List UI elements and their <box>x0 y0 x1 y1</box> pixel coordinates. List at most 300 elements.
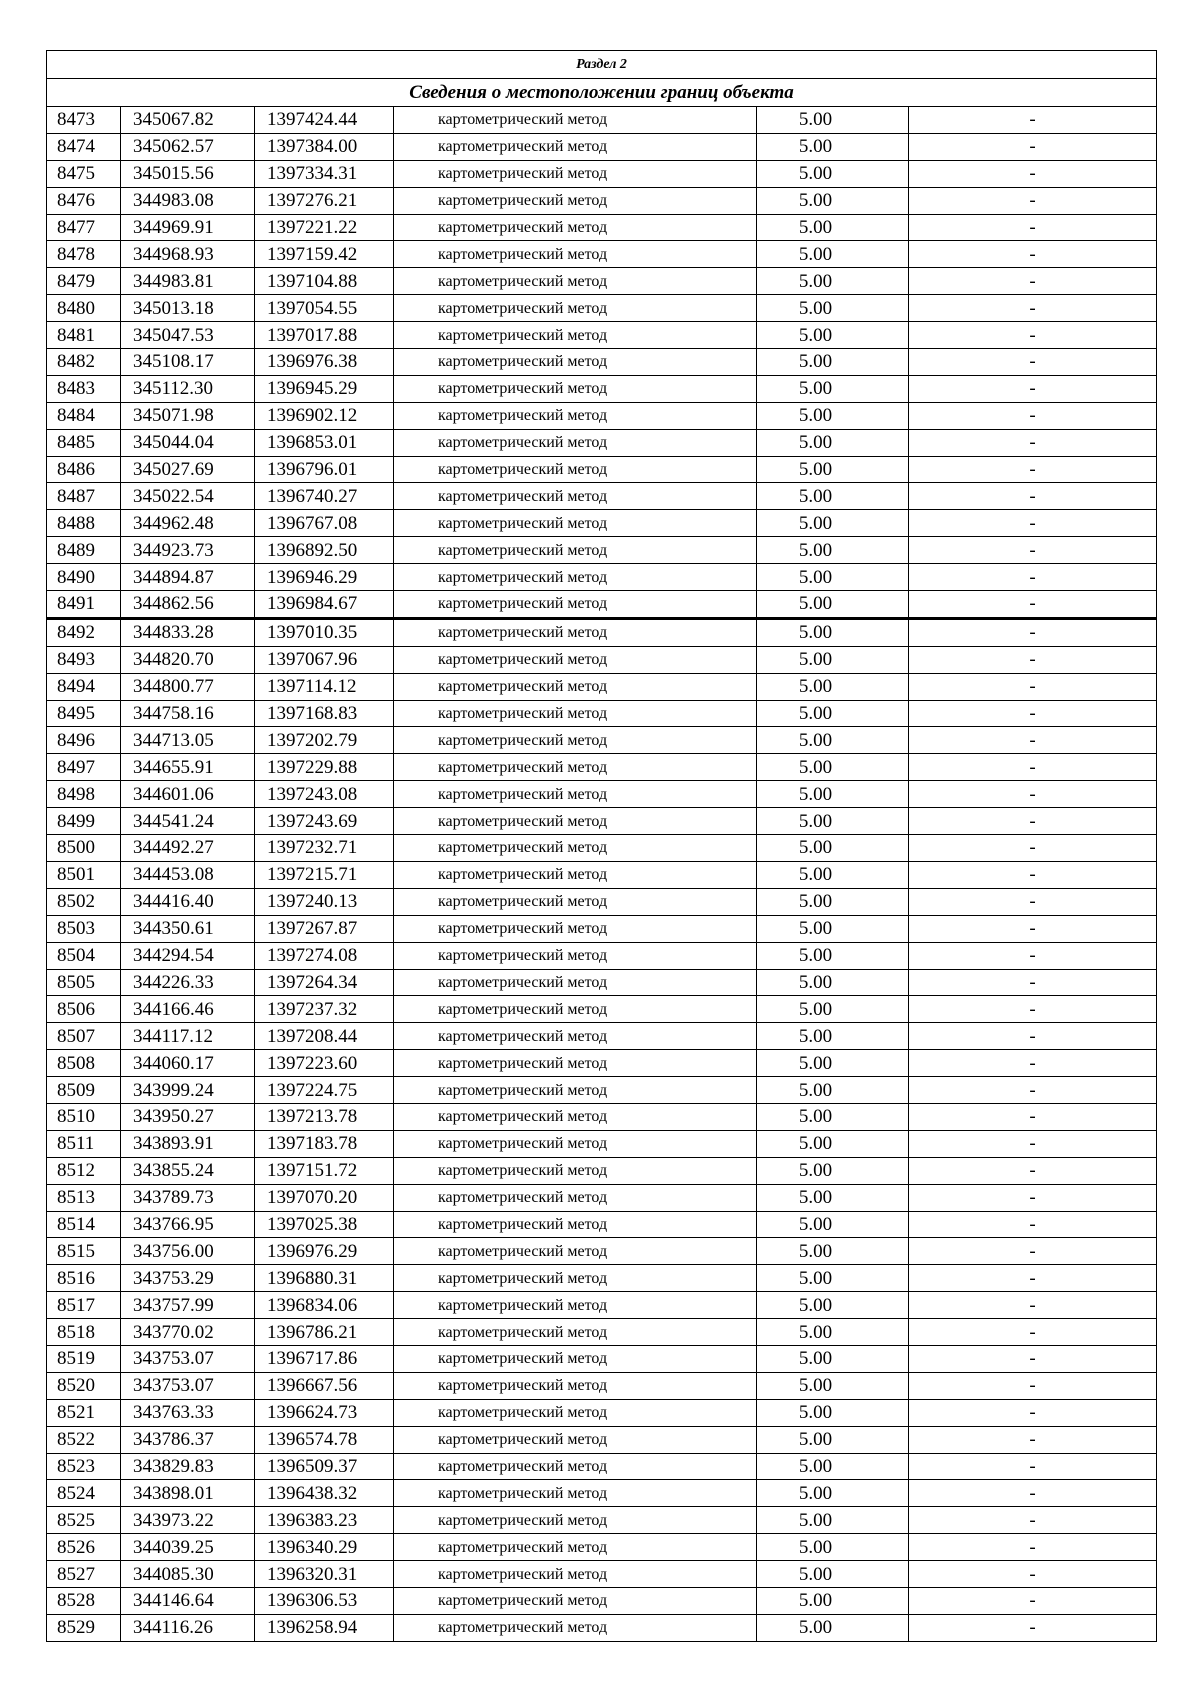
accuracy-cell: 5.00 <box>757 754 909 781</box>
table-row <box>47 1534 1157 1561</box>
note-cell: - <box>909 1372 1157 1399</box>
point-number: 8528 <box>47 1587 121 1614</box>
coord-x: 344983.81 <box>121 268 255 295</box>
method-cell: картометрический метод <box>394 1534 757 1561</box>
table-row <box>47 1103 1157 1130</box>
coord-y: 1396853.01 <box>255 429 394 456</box>
note-cell: - <box>909 915 1157 942</box>
table-row <box>47 349 1157 376</box>
point-number: 8479 <box>47 268 121 295</box>
method-cell: картометрический метод <box>394 510 757 537</box>
method-cell: картометрический метод <box>394 1587 757 1614</box>
accuracy-cell: 5.00 <box>757 861 909 888</box>
coord-y: 1396717.86 <box>255 1345 394 1372</box>
coord-y: 1397159.42 <box>255 241 394 268</box>
coord-x: 344416.40 <box>121 888 255 915</box>
coord-x: 345112.30 <box>121 375 255 402</box>
note-cell: - <box>909 510 1157 537</box>
method-cell: картометрический метод <box>394 1319 757 1346</box>
point-number: 8498 <box>47 781 121 808</box>
point-number: 8522 <box>47 1426 121 1453</box>
coord-x: 343770.02 <box>121 1319 255 1346</box>
note-cell: - <box>909 591 1157 619</box>
coord-y: 1397276.21 <box>255 187 394 214</box>
coord-y: 1396976.29 <box>255 1238 394 1265</box>
point-number: 8507 <box>47 1023 121 1050</box>
note-cell: - <box>909 133 1157 160</box>
table-row <box>47 1157 1157 1184</box>
note-cell: - <box>909 1211 1157 1238</box>
accuracy-cell: 5.00 <box>757 241 909 268</box>
accuracy-cell: 5.00 <box>757 187 909 214</box>
table-row <box>47 214 1157 241</box>
note-cell: - <box>909 1507 1157 1534</box>
point-number: 8476 <box>47 187 121 214</box>
point-number: 8497 <box>47 754 121 781</box>
note-cell: - <box>909 1050 1157 1077</box>
coord-y: 1397274.08 <box>255 942 394 969</box>
table-row <box>47 915 1157 942</box>
note-cell: - <box>909 969 1157 996</box>
coord-x: 344983.08 <box>121 187 255 214</box>
point-number: 8499 <box>47 808 121 835</box>
accuracy-cell: 5.00 <box>757 808 909 835</box>
coord-x: 345108.17 <box>121 349 255 376</box>
table-row <box>47 268 1157 295</box>
note-cell: - <box>909 187 1157 214</box>
accuracy-cell: 5.00 <box>757 618 909 646</box>
note-cell: - <box>909 1480 1157 1507</box>
note-cell: - <box>909 483 1157 510</box>
method-cell: картометрический метод <box>394 969 757 996</box>
table-row <box>47 241 1157 268</box>
table-row <box>47 456 1157 483</box>
coord-x: 344968.93 <box>121 241 255 268</box>
coord-y: 1397213.78 <box>255 1103 394 1130</box>
accuracy-cell: 5.00 <box>757 1561 909 1588</box>
coord-y: 1396667.56 <box>255 1372 394 1399</box>
point-number: 8511 <box>47 1130 121 1157</box>
point-number: 8512 <box>47 1157 121 1184</box>
table-title-row <box>47 79 1157 107</box>
method-cell: картометрический метод <box>394 429 757 456</box>
coord-x: 344166.46 <box>121 996 255 1023</box>
table-row <box>47 781 1157 808</box>
coord-x: 343898.01 <box>121 1480 255 1507</box>
table-row <box>47 1480 1157 1507</box>
note-cell: - <box>909 1157 1157 1184</box>
note-cell: - <box>909 1587 1157 1614</box>
method-cell: картометрический метод <box>394 187 757 214</box>
coord-y: 1397070.20 <box>255 1184 394 1211</box>
coord-x: 344226.33 <box>121 969 255 996</box>
accuracy-cell: 5.00 <box>757 781 909 808</box>
method-cell: картометрический метод <box>394 268 757 295</box>
coord-y: 1397223.60 <box>255 1050 394 1077</box>
accuracy-cell: 5.00 <box>757 1507 909 1534</box>
table-row <box>47 1184 1157 1211</box>
table-row <box>47 1077 1157 1104</box>
note-cell: - <box>909 160 1157 187</box>
point-number: 8520 <box>47 1372 121 1399</box>
accuracy-cell: 5.00 <box>757 349 909 376</box>
coord-y: 1396984.67 <box>255 591 394 619</box>
accuracy-cell: 5.00 <box>757 322 909 349</box>
accuracy-cell: 5.00 <box>757 942 909 969</box>
point-number: 8473 <box>47 107 121 134</box>
point-number: 8519 <box>47 1345 121 1372</box>
point-number: 8496 <box>47 727 121 754</box>
accuracy-cell: 5.00 <box>757 1614 909 1641</box>
method-cell: картометрический метод <box>394 1372 757 1399</box>
point-number: 8506 <box>47 996 121 1023</box>
coord-y: 1397025.38 <box>255 1211 394 1238</box>
coord-x: 343753.29 <box>121 1265 255 1292</box>
accuracy-cell: 5.00 <box>757 835 909 862</box>
accuracy-cell: 5.00 <box>757 1587 909 1614</box>
method-cell: картометрический метод <box>394 133 757 160</box>
point-number: 8515 <box>47 1238 121 1265</box>
coord-y: 1397017.88 <box>255 322 394 349</box>
note-cell: - <box>909 1077 1157 1104</box>
table-row <box>47 996 1157 1023</box>
coord-x: 344713.05 <box>121 727 255 754</box>
note-cell: - <box>909 673 1157 700</box>
method-cell: картометрический метод <box>394 322 757 349</box>
accuracy-cell: 5.00 <box>757 375 909 402</box>
coord-y: 1396438.32 <box>255 1480 394 1507</box>
note-cell: - <box>909 1614 1157 1641</box>
method-cell: картометрический метод <box>394 1292 757 1319</box>
coord-x: 343786.37 <box>121 1426 255 1453</box>
point-number: 8510 <box>47 1103 121 1130</box>
point-number: 8493 <box>47 646 121 673</box>
point-number: 8475 <box>47 160 121 187</box>
coord-x: 344117.12 <box>121 1023 255 1050</box>
coord-x: 344833.28 <box>121 618 255 646</box>
method-cell: картометрический метод <box>394 295 757 322</box>
accuracy-cell: 5.00 <box>757 564 909 591</box>
accuracy-cell: 5.00 <box>757 591 909 619</box>
coord-y: 1397243.08 <box>255 781 394 808</box>
point-number: 8525 <box>47 1507 121 1534</box>
point-number: 8505 <box>47 969 121 996</box>
note-cell: - <box>909 996 1157 1023</box>
table-row <box>47 673 1157 700</box>
point-number: 8502 <box>47 888 121 915</box>
point-number: 8523 <box>47 1453 121 1480</box>
coord-x: 343893.91 <box>121 1130 255 1157</box>
method-cell: картометрический метод <box>394 1130 757 1157</box>
note-cell: - <box>909 214 1157 241</box>
coord-x: 344820.70 <box>121 646 255 673</box>
coord-y: 1396946.29 <box>255 564 394 591</box>
table-row <box>47 133 1157 160</box>
accuracy-cell: 5.00 <box>757 295 909 322</box>
point-number: 8527 <box>47 1561 121 1588</box>
coord-y: 1397384.00 <box>255 133 394 160</box>
coord-x: 344969.91 <box>121 214 255 241</box>
table-row <box>47 942 1157 969</box>
coord-x: 343757.99 <box>121 1292 255 1319</box>
accuracy-cell: 5.00 <box>757 160 909 187</box>
coord-x: 343753.07 <box>121 1372 255 1399</box>
note-cell: - <box>909 1453 1157 1480</box>
coord-y: 1396306.53 <box>255 1587 394 1614</box>
note-cell: - <box>909 888 1157 915</box>
point-number: 8526 <box>47 1534 121 1561</box>
note-cell: - <box>909 402 1157 429</box>
method-cell: картометрический метод <box>394 1077 757 1104</box>
point-number: 8482 <box>47 349 121 376</box>
point-number: 8487 <box>47 483 121 510</box>
method-cell: картометрический метод <box>394 781 757 808</box>
table-row <box>47 835 1157 862</box>
note-cell: - <box>909 107 1157 134</box>
accuracy-cell: 5.00 <box>757 888 909 915</box>
coord-y: 1396880.31 <box>255 1265 394 1292</box>
accuracy-cell: 5.00 <box>757 483 909 510</box>
method-cell: картометрический метод <box>394 160 757 187</box>
method-cell: картометрический метод <box>394 1399 757 1426</box>
accuracy-cell: 5.00 <box>757 727 909 754</box>
coord-x: 343756.00 <box>121 1238 255 1265</box>
accuracy-cell: 5.00 <box>757 456 909 483</box>
coord-y: 1397183.78 <box>255 1130 394 1157</box>
method-cell: картометрический метод <box>394 646 757 673</box>
method-cell: картометрический метод <box>394 915 757 942</box>
coord-y: 1397232.71 <box>255 835 394 862</box>
coord-x: 344601.06 <box>121 781 255 808</box>
table-row <box>47 1587 1157 1614</box>
note-cell: - <box>909 1103 1157 1130</box>
coord-x: 344039.25 <box>121 1534 255 1561</box>
method-cell: картометрический метод <box>394 1453 757 1480</box>
method-cell: картометрический метод <box>394 942 757 969</box>
coord-x: 344294.54 <box>121 942 255 969</box>
coord-x: 343766.95 <box>121 1211 255 1238</box>
coord-x: 344923.73 <box>121 537 255 564</box>
method-cell: картометрический метод <box>394 727 757 754</box>
coord-y: 1396796.01 <box>255 456 394 483</box>
coord-x: 345027.69 <box>121 456 255 483</box>
coord-y: 1397202.79 <box>255 727 394 754</box>
coord-y: 1396258.94 <box>255 1614 394 1641</box>
note-cell: - <box>909 268 1157 295</box>
accuracy-cell: 5.00 <box>757 673 909 700</box>
coord-x: 344350.61 <box>121 915 255 942</box>
note-cell: - <box>909 1426 1157 1453</box>
method-cell: картометрический метод <box>394 1480 757 1507</box>
table-row <box>47 1265 1157 1292</box>
method-cell: картометрический метод <box>394 564 757 591</box>
method-cell: картометрический метод <box>394 1345 757 1372</box>
accuracy-cell: 5.00 <box>757 1319 909 1346</box>
coord-x: 343973.22 <box>121 1507 255 1534</box>
note-cell: - <box>909 781 1157 808</box>
accuracy-cell: 5.00 <box>757 214 909 241</box>
accuracy-cell: 5.00 <box>757 915 909 942</box>
coord-x: 345067.82 <box>121 107 255 134</box>
coord-x: 345015.56 <box>121 160 255 187</box>
point-number: 8488 <box>47 510 121 537</box>
coord-y: 1397104.88 <box>255 268 394 295</box>
table-row <box>47 888 1157 915</box>
coord-y: 1397243.69 <box>255 808 394 835</box>
coord-y: 1396740.27 <box>255 483 394 510</box>
point-number: 8503 <box>47 915 121 942</box>
accuracy-cell: 5.00 <box>757 510 909 537</box>
coord-x: 344962.48 <box>121 510 255 537</box>
point-number: 8521 <box>47 1399 121 1426</box>
note-cell: - <box>909 1023 1157 1050</box>
note-cell: - <box>909 349 1157 376</box>
note-cell: - <box>909 1292 1157 1319</box>
note-cell: - <box>909 295 1157 322</box>
note-cell: - <box>909 429 1157 456</box>
note-cell: - <box>909 700 1157 727</box>
note-cell: - <box>909 1399 1157 1426</box>
method-cell: картометрический метод <box>394 349 757 376</box>
point-number: 8508 <box>47 1050 121 1077</box>
table-row <box>47 107 1157 134</box>
method-cell: картометрический метод <box>394 861 757 888</box>
section-header-row <box>47 51 1157 79</box>
boundary-table <box>46 50 1157 1642</box>
coord-x: 344085.30 <box>121 1561 255 1588</box>
coord-y: 1397114.12 <box>255 673 394 700</box>
method-cell: картометрический метод <box>394 1426 757 1453</box>
accuracy-cell: 5.00 <box>757 268 909 295</box>
accuracy-cell: 5.00 <box>757 537 909 564</box>
note-cell: - <box>909 456 1157 483</box>
method-cell: картометрический метод <box>394 808 757 835</box>
coord-y: 1397424.44 <box>255 107 394 134</box>
method-cell: картометрический метод <box>394 996 757 1023</box>
table-row <box>47 808 1157 835</box>
coord-x: 345047.53 <box>121 322 255 349</box>
table-row <box>47 591 1157 619</box>
accuracy-cell: 5.00 <box>757 969 909 996</box>
coord-y: 1397267.87 <box>255 915 394 942</box>
accuracy-cell: 5.00 <box>757 1292 909 1319</box>
note-cell: - <box>909 1534 1157 1561</box>
method-cell: картометрический метод <box>394 483 757 510</box>
coord-x: 344758.16 <box>121 700 255 727</box>
coord-y: 1397334.31 <box>255 160 394 187</box>
note-cell: - <box>909 375 1157 402</box>
coord-y: 1396945.29 <box>255 375 394 402</box>
coord-x: 345013.18 <box>121 295 255 322</box>
note-cell: - <box>909 646 1157 673</box>
method-cell: картометрический метод <box>394 1023 757 1050</box>
table-row <box>47 402 1157 429</box>
coord-y: 1396767.08 <box>255 510 394 537</box>
note-cell: - <box>909 241 1157 268</box>
coord-y: 1397221.22 <box>255 214 394 241</box>
point-number: 8486 <box>47 456 121 483</box>
point-number: 8474 <box>47 133 121 160</box>
method-cell: картометрический метод <box>394 1184 757 1211</box>
note-cell: - <box>909 1345 1157 1372</box>
table-row <box>47 754 1157 781</box>
accuracy-cell: 5.00 <box>757 1265 909 1292</box>
note-cell: - <box>909 1265 1157 1292</box>
accuracy-cell: 5.00 <box>757 1184 909 1211</box>
point-number: 8518 <box>47 1319 121 1346</box>
accuracy-cell: 5.00 <box>757 1480 909 1507</box>
point-number: 8492 <box>47 618 121 646</box>
accuracy-cell: 5.00 <box>757 1345 909 1372</box>
table-row <box>47 1426 1157 1453</box>
table-row <box>47 727 1157 754</box>
accuracy-cell: 5.00 <box>757 1211 909 1238</box>
method-cell: картометрический метод <box>394 888 757 915</box>
coord-x: 344655.91 <box>121 754 255 781</box>
accuracy-cell: 5.00 <box>757 1077 909 1104</box>
note-cell: - <box>909 1184 1157 1211</box>
table-row <box>47 618 1157 646</box>
note-cell: - <box>909 537 1157 564</box>
coord-x: 344800.77 <box>121 673 255 700</box>
coord-y: 1397010.35 <box>255 618 394 646</box>
point-number: 8489 <box>47 537 121 564</box>
accuracy-cell: 5.00 <box>757 700 909 727</box>
coord-x: 344541.24 <box>121 808 255 835</box>
point-number: 8495 <box>47 700 121 727</box>
coord-y: 1397151.72 <box>255 1157 394 1184</box>
point-number: 8529 <box>47 1614 121 1641</box>
accuracy-cell: 5.00 <box>757 1534 909 1561</box>
table-row <box>47 646 1157 673</box>
method-cell: картометрический метод <box>394 1050 757 1077</box>
point-number: 8514 <box>47 1211 121 1238</box>
section-title: Раздел 2 <box>47 51 1157 79</box>
coord-y: 1396383.23 <box>255 1507 394 1534</box>
note-cell: - <box>909 727 1157 754</box>
table-row <box>47 375 1157 402</box>
note-cell: - <box>909 1561 1157 1588</box>
accuracy-cell: 5.00 <box>757 1157 909 1184</box>
coord-y: 1397067.96 <box>255 646 394 673</box>
point-number: 8524 <box>47 1480 121 1507</box>
accuracy-cell: 5.00 <box>757 1103 909 1130</box>
accuracy-cell: 5.00 <box>757 1050 909 1077</box>
point-number: 8484 <box>47 402 121 429</box>
method-cell: картометрический метод <box>394 456 757 483</box>
method-cell: картометрический метод <box>394 1561 757 1588</box>
coord-x: 344060.17 <box>121 1050 255 1077</box>
method-cell: картометрический метод <box>394 402 757 429</box>
accuracy-cell: 5.00 <box>757 133 909 160</box>
table-row <box>47 1614 1157 1641</box>
coord-y: 1396574.78 <box>255 1426 394 1453</box>
point-number: 8478 <box>47 241 121 268</box>
table-row <box>47 1319 1157 1346</box>
accuracy-cell: 5.00 <box>757 1023 909 1050</box>
method-cell: картометрический метод <box>394 673 757 700</box>
table-row <box>47 1345 1157 1372</box>
coord-x: 345022.54 <box>121 483 255 510</box>
method-cell: картометрический метод <box>394 375 757 402</box>
method-cell: картометрический метод <box>394 754 757 781</box>
point-number: 8477 <box>47 214 121 241</box>
point-number: 8481 <box>47 322 121 349</box>
point-number: 8491 <box>47 591 121 619</box>
coord-x: 344453.08 <box>121 861 255 888</box>
note-cell: - <box>909 808 1157 835</box>
coord-y: 1397237.32 <box>255 996 394 1023</box>
